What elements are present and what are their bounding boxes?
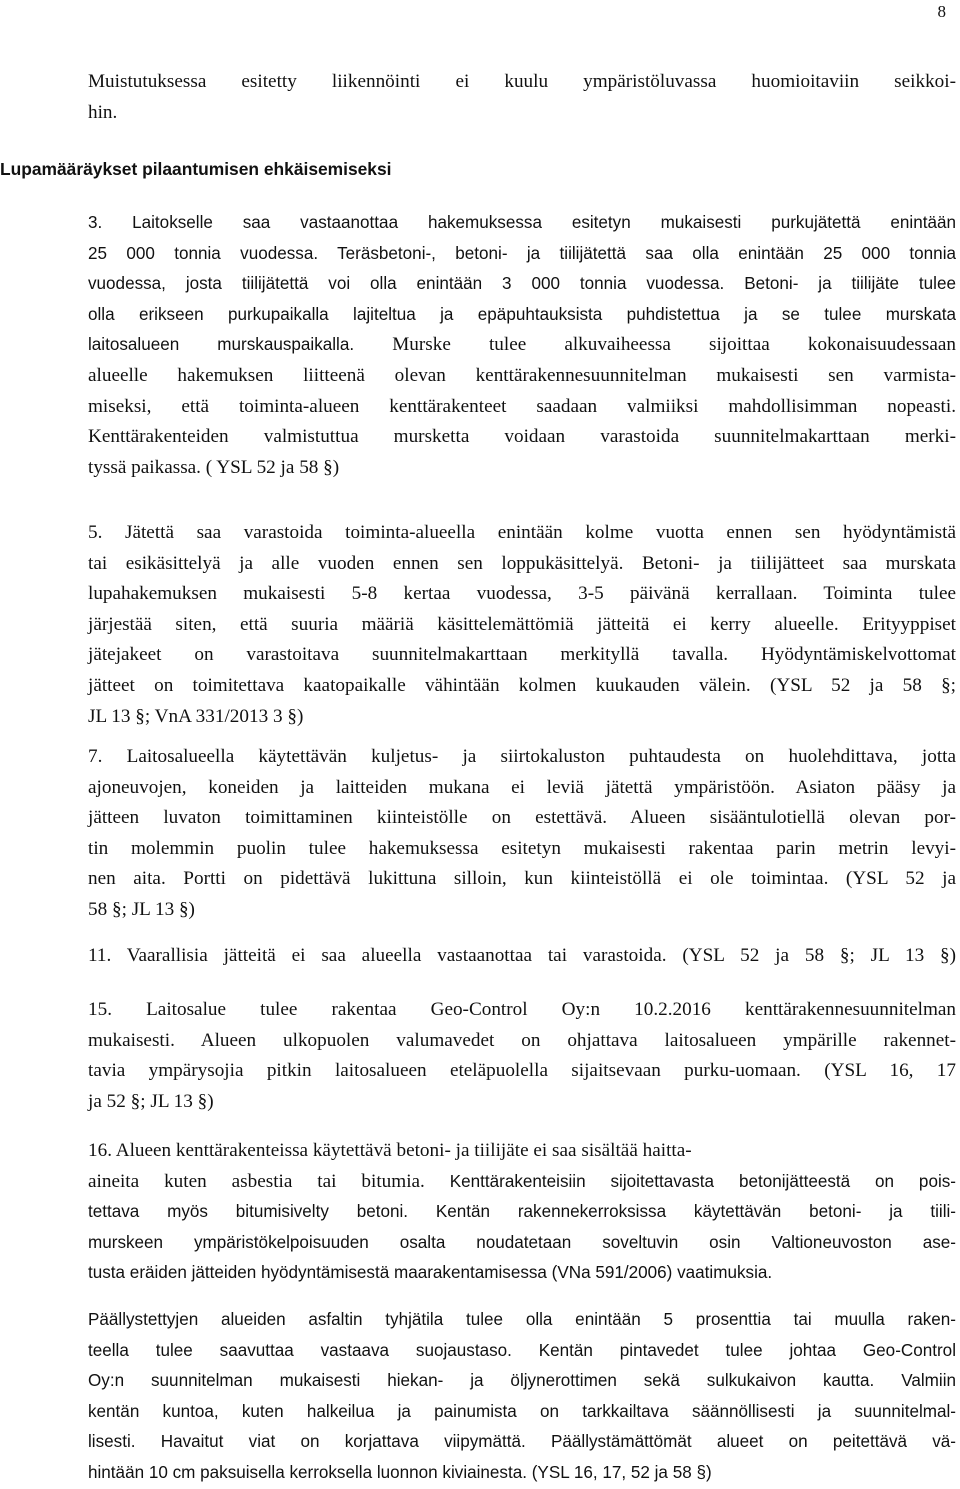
section-heading: Lupamääräykset pilaantumisen ehkäisemiseksi bbox=[0, 159, 392, 179]
paragraph-line: tettava myös bitumisivelty betoni. Kentän rakennekerroksissa käytettävän betoni- ja tiili- bbox=[88, 1202, 956, 1222]
section-11-paragraph bbox=[88, 941, 956, 972]
paragraph-line bbox=[88, 1167, 956, 1198]
paragraph-line: järjestää siten, että suuria määriä käsittelemättömiä jätteitä ei kerry alueelle. Erityyppiset bbox=[88, 613, 956, 635]
final-paragraph bbox=[88, 1305, 956, 1489]
paragraph-line: 16. Alueen kenttärakenteissa käytettävä betoni- ja tiilijäte ei saa sisältää haitta- bbox=[88, 1140, 692, 1161]
intro-paragraph bbox=[88, 67, 956, 128]
paragraph-line: tyssä paikassa. ( YSL 52 ja 58 §) bbox=[88, 456, 340, 478]
paragraph-line: alueelle hakemuksen liitteenä olevan kenttärakennesuunnitelman mukaisesti sen varmista- bbox=[88, 364, 956, 386]
paragraph-line: jätteen luvaton toimittaminen kiinteistölle on estettävä. Alueen sisääntulotiellä olevan por- bbox=[88, 807, 956, 829]
paragraph-line: hintään 10 cm paksuisella kerroksella luonnon kiviainesta. (YSL 16, 17, 52 ja 58 §) bbox=[88, 1462, 712, 1482]
line-fragment: Kenttärakenteisiin sijoitettavasta betonijätteestä on pois- bbox=[424, 1171, 956, 1191]
paragraph-line: 25 000 tonnia vuodessa. Teräsbetoni-, betoni- ja tiilijätettä saa olla enintään 25 000 tonnia bbox=[88, 243, 956, 263]
paragraph-line: JL 13 §; VnA 331/2013 3 §) bbox=[88, 705, 304, 727]
paragraph-line: 3. Laitokselle saa vastaanottaa hakemuksessa esitetyn mukaisesti purkujätettä enintään bbox=[88, 213, 956, 232]
paragraph-line: kentän kuntoa, kuten halkeilua ja painumista on tarkkailtava säännöllisesti ja suunnitelmal- bbox=[88, 1401, 956, 1421]
paragraph-line: mukaisesti. Alueen ulkopuolen valumavedet on ohjattava laitosalueen ympärille rakennet- bbox=[88, 1029, 956, 1051]
page-number: 8 bbox=[937, 2, 946, 21]
paragraph-line: olla erikseen purkupaikalla lajiteltua ja epäpuhtauksista puhdistettua ja se tulee murskata bbox=[88, 304, 956, 324]
paragraph-line: ajoneuvojen, koneiden ja laitteiden mukana ei leviä jätettä ympäristöön. Asiaton pääsy ja bbox=[88, 776, 956, 798]
intro-line: Muistutuksessa esitetty liikennöinti ei kuulu ympäristöluvassa huomioitaviin seikkoi- bbox=[88, 71, 956, 92]
paragraph-line: jätteet on toimitettava kaatopaikalle vähintään kolmen kuukauden välein. (YSL 52 ja 58 §; bbox=[88, 674, 956, 696]
paragraph-line: Kenttärakenteiden valmistuttua mursketta voidaan varastoida suunnitelmakarttaan merki- bbox=[88, 426, 956, 448]
paragraph-line: 5. Jätettä saa varastoida toiminta-alueella enintään kolme vuotta ennen sen hyödyntämistä bbox=[88, 522, 956, 543]
paragraph-line bbox=[88, 330, 956, 361]
paragraph-line: tavia ympärysojia pitkin laitosalueen eteläpuolella sijaitsevaan purku-uomaan. (YSL 16, 17 bbox=[88, 1060, 956, 1082]
section-3-paragraph bbox=[88, 208, 956, 483]
paragraph-line: vuodessa, josta tiilijätettä voi olla enintään 3 000 tonnia vuodessa. Betoni- ja tiilijäte tulee bbox=[88, 274, 956, 294]
paragraph-line: Oy:n suunnitelman mukaisesti hiekan- ja öljynerottimen sekä sulkukaivon kautta. Valmiin bbox=[88, 1371, 956, 1391]
line-fragment: Murske tulee alkuvaiheessa sijoittaa kokonaisuudessaan bbox=[354, 334, 956, 356]
paragraph-line: miseksi, että toiminta-alueen kenttärakenteet saadaan valmiiksi mahdollisimman nopeasti. bbox=[88, 395, 956, 417]
intro-line: hin. bbox=[88, 101, 118, 123]
paragraph-line: nen aita. Portti on pidettävä lukittuna silloin, kun kiinteistöllä ei ole toimintaa. (YSL 52 ja bbox=[88, 868, 956, 890]
paragraph-line: teella tulee saavuttaa vastaava suojaustaso. Kentän pintavedet tulee johtaa Geo-Control bbox=[88, 1340, 956, 1360]
paragraph-line: Päällystettyjen alueiden asfaltin tyhjätila tulee olla enintään 5 prosenttia tai muulla raken- bbox=[88, 1310, 956, 1329]
paragraph-line: ja 52 §; JL 13 §) bbox=[88, 1090, 214, 1112]
section-5-paragraph bbox=[88, 518, 956, 732]
paragraph-line: tin molemmin puolin tulee hakemuksessa esitetyn mukaisesti rakentaa parin metrin levyi- bbox=[88, 837, 956, 859]
paragraph-line: lupahakemuksen mukaisesti 5-8 kertaa vuodessa, 3-5 päivänä kerrallaan. Toiminta tulee bbox=[88, 583, 956, 605]
paragraph-line: 58 §; JL 13 §) bbox=[88, 898, 195, 920]
paragraph-line: tusta eräiden jätteiden hyödyntämisestä maarakentamisessa (VNa 591/2006) vaatimuksia. bbox=[88, 1263, 773, 1283]
section-7-paragraph bbox=[88, 742, 956, 926]
paragraph-line: 7. Laitosalueella käytettävän kuljetus- ja siirtokaluston puhtaudesta on huolehdittava, jotta bbox=[88, 746, 956, 767]
paragraph-line: 15. Laitosalue tulee rakentaa Geo-Control Oy:n 10.2.2016 kenttärakennesuunnitelman bbox=[88, 999, 956, 1020]
paragraph-line: tai esikäsittelyä ja alle vuoden ennen sen loppukäsittelyä. Betoni- ja tiilijätteet saa murskata bbox=[88, 552, 956, 574]
line-fragment: aineita kuten asbestia tai bitumia. bbox=[88, 1170, 425, 1192]
line-fragment: laitosalueen murskauspaikalla. bbox=[88, 335, 355, 355]
paragraph-line: murskeen ympäristökelpoisuuden osalta noudatetaan soveltuvin osin Valtioneuvoston ase- bbox=[88, 1232, 956, 1252]
section-15-paragraph bbox=[88, 995, 956, 1117]
section-16-paragraph bbox=[88, 1136, 956, 1289]
paragraph-line: lisesti. Havaitut viat on korjattava viipymättä. Päällystämättömät alueet on peitettävä vä- bbox=[88, 1432, 956, 1452]
paragraph-line: jätejakeet on varastoitava suunnitelmakarttaan merkityllä tavalla. Hyödyntämiskelvottomat bbox=[88, 644, 956, 666]
paragraph-line: 11. Vaarallisia jätteitä ei saa alueella vastaanottaa tai varastoida. (YSL 52 ja 58 §; JL 13 §) bbox=[88, 945, 956, 966]
